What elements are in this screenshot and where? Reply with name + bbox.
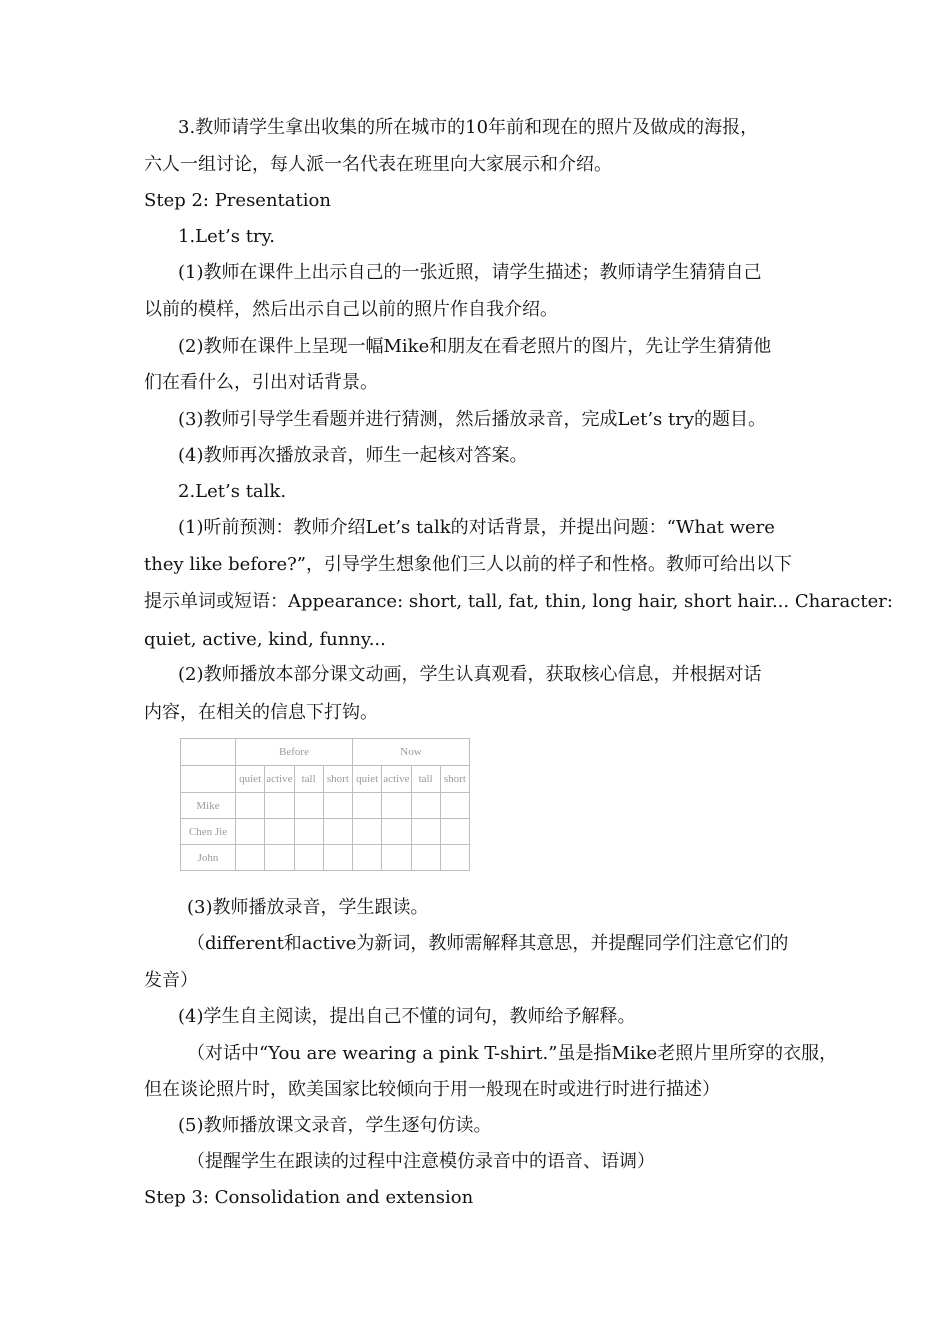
table-column-header: quiet xyxy=(353,766,382,793)
table-cell xyxy=(382,819,411,845)
table-column-header: tall xyxy=(411,766,440,793)
paragraph-line: 以前的模样，然后出示自己以前的照片作自我介绍。 xyxy=(144,299,558,320)
table-row-label: Mike xyxy=(181,793,236,819)
table-cell xyxy=(236,793,265,819)
table-cell xyxy=(323,793,352,819)
table-cell xyxy=(353,819,382,845)
table-row xyxy=(181,845,470,871)
paragraph-line: 3.教师请学生拿出收集的所在城市的10年前和现在的照片及做成的海报， xyxy=(178,117,759,138)
table-cell xyxy=(353,793,382,819)
table-cell xyxy=(440,793,469,819)
table-column-header: active xyxy=(382,766,411,793)
table-cell xyxy=(411,845,440,871)
paragraph-line: (3)教师播放录音，学生跟读。 xyxy=(187,897,429,918)
subsection-heading: 2.Let’s talk. xyxy=(178,481,287,502)
paragraph-line: （different和active为新词，教师需解释其意思，并提醒同学们注意它们的 xyxy=(187,933,789,954)
paragraph-line: (4)学生自主阅读，提出自己不懂的词句，教师给予解释。 xyxy=(178,1006,636,1027)
paragraph-line: 内容，在相关的信息下打钩。 xyxy=(144,702,378,723)
table-row xyxy=(181,793,470,819)
paragraph-line: 们在看什么，引出对话背景。 xyxy=(144,372,378,393)
paragraph-line: (4)教师再次播放录音，师生一起核对答案。 xyxy=(178,445,528,466)
table-group-header-now: Now xyxy=(353,739,470,766)
table-cell xyxy=(265,845,294,871)
paragraph-line: 发音） xyxy=(144,970,198,991)
paragraph-line: （提醒学生在跟读的过程中注意模仿录音中的语音、语调） xyxy=(187,1151,655,1172)
paragraph-line: (1)教师在课件上出示自己的一张近照，请学生描述；教师请学生猜猜自己 xyxy=(178,262,762,283)
paragraph-line: (1)听前预测：教师介绍Let’s talk的对话背景，并提出问题：“What were xyxy=(178,517,775,538)
table-cell xyxy=(382,793,411,819)
paragraph-line: 提示单词或短语：Appearance: short, tall, fat, thin, long hair, short hair... Character: xyxy=(144,591,893,612)
table-corner-cell xyxy=(181,739,236,766)
table-cell xyxy=(265,819,294,845)
table-cell xyxy=(411,793,440,819)
table-cell xyxy=(236,845,265,871)
section-heading: Step 2: Presentation xyxy=(144,190,331,211)
table-empty-cell xyxy=(181,766,236,793)
paragraph-line: (5)教师播放课文录音，学生逐句仿读。 xyxy=(178,1115,492,1136)
table-column-header: short xyxy=(323,766,352,793)
table-row-label: John xyxy=(181,845,236,871)
paragraph-line: quiet, active, kind, funny... xyxy=(144,629,386,650)
paragraph-line: (2)教师播放本部分课文动画，学生认真观看，获取核心信息，并根据对话 xyxy=(178,664,762,685)
table-cell xyxy=(323,845,352,871)
table-column-header: tall xyxy=(294,766,323,793)
table-cell xyxy=(294,793,323,819)
paragraph-line: (2)教师在课件上呈现一幅Mike和朋友在看老照片的图片，先让学生猜猜他 xyxy=(178,336,772,357)
paragraph-line: （对话中“You are wearing a pink T-shirt.”虽是指Mike老照片里所穿的衣服， xyxy=(187,1043,838,1064)
paragraph-line: (3)教师引导学生看题并进行猜测，然后播放录音，完成Let’s try的题目。 xyxy=(178,409,767,430)
paragraph-line: they like before?”，引导学生想象他们三人以前的样子和性格。教师可给出以下 xyxy=(144,554,792,575)
table-row-label: Chen Jie xyxy=(181,819,236,845)
paragraph-line: 六人一组讨论，每人派一名代表在班里向大家展示和介绍。 xyxy=(144,154,612,175)
table-cell xyxy=(353,845,382,871)
table-cell xyxy=(440,819,469,845)
table-cell xyxy=(440,845,469,871)
table-cell xyxy=(294,845,323,871)
section-heading: Step 3: Consolidation and extension xyxy=(144,1187,474,1208)
table-cell xyxy=(294,819,323,845)
table-cell xyxy=(411,819,440,845)
table-group-header-before: Before xyxy=(236,739,353,766)
table-row xyxy=(181,819,470,845)
paragraph-line: 但在谈论照片时，欧美国家比较倾向于用一般现在时或进行时进行描述） xyxy=(144,1079,720,1100)
table-column-header: quiet xyxy=(236,766,265,793)
checklist-table xyxy=(180,738,470,871)
table-cell xyxy=(236,819,265,845)
table-column-header: active xyxy=(265,766,294,793)
table-column-header: short xyxy=(440,766,469,793)
table-cell xyxy=(323,819,352,845)
table-cell xyxy=(265,793,294,819)
subsection-heading: 1.Let’s try. xyxy=(178,226,276,247)
table-cell xyxy=(382,845,411,871)
